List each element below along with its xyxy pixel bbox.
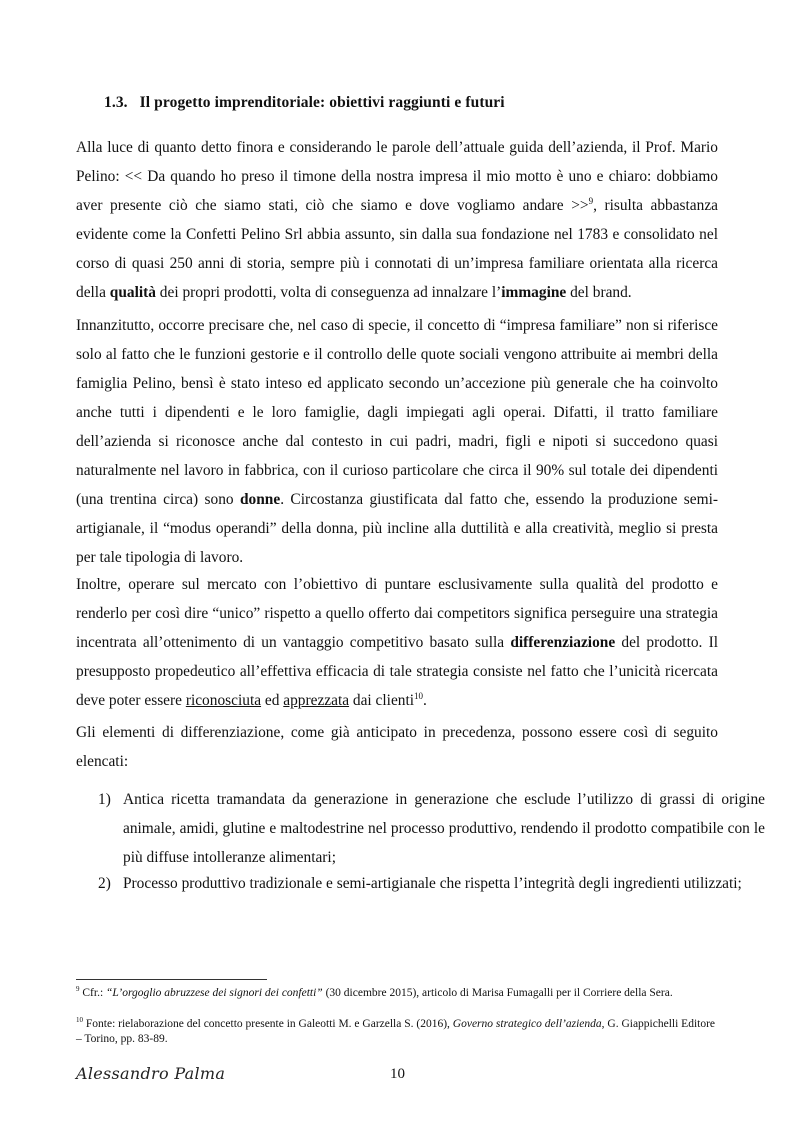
paragraph-3 — [76, 570, 718, 715]
text-run: Inoltre, operare sul mercato con l’obiettivo di puntare esclusivamente sulla qualità del prodotto e renderlo per così dire “unico” rispetto a quello offerto dai competitors significa perseguire una strategia incentrata all’ottenimento di un vantaggio competitivo basato sulla — [76, 576, 718, 651]
bold-text: qualità — [109, 284, 156, 301]
text-run: . — [423, 692, 427, 709]
paragraph-4 — [76, 718, 718, 776]
text-run: (30 dicembre 2015), articolo di Marisa Fumagalli per il Corriere della Sera. — [322, 987, 673, 999]
paragraph-1 — [76, 133, 718, 307]
text-run: dei propri prodotti, volta di conseguenza ad innalzare l’ — [155, 284, 502, 301]
list-number: 1) — [98, 791, 111, 808]
list-number: 2) — [98, 875, 111, 892]
text-run: , G. Giappichelli Editore – Torino, pp. 83-89. — [76, 1018, 716, 1045]
italic-text: Governo strategico dell’azienda — [452, 1018, 602, 1030]
section-number: 1.3. — [104, 94, 128, 111]
bold-text: immagine — [501, 284, 567, 301]
text-run: Innanzitutto, occorre precisare che, nel caso di specie, il concetto di “impresa familiare” non si riferisce solo al fatto che le funzioni gestorie e il controllo delle quote sociali vengono attribuite ai membri della famiglia Pelino, bensì è stato inteso ed applicato secondo un’accezione più generale che ha coinvolto anche tutti i dipendenti e le loro famiglie, dagli impiegati agli operai. Difatti, il tratto familiare dell’azienda si riconosce anche dal contesto in cui padri, madri, figli e nipoti si succedono quasi naturalmente nel lavoro in fabbrica, con il curioso particolare che circa il 90% sul totale dei dipendenti (una trentina circa) sono — [76, 317, 718, 508]
footnote-number: 10 — [76, 1016, 83, 1025]
underlined-text: apprezzata — [283, 692, 350, 709]
text-run: Fonte: rielaborazione del concetto presente in Galeotti M. e Garzella S. (2016), — [83, 1018, 453, 1030]
list-item — [76, 869, 765, 898]
text-run: . Circostanza giustificata dal fatto che, essendo la produzione semi-artigianale, il “modus operandi” della donna, più incline alla duttilità e alla creatività, meglio si presta per tale tipologia di lavoro. — [76, 491, 718, 566]
footnote-separator — [76, 979, 267, 980]
bold-text: donne — [239, 491, 281, 508]
list-item — [76, 785, 765, 872]
italic-text: “L’orgoglio abruzzese dei signori dei confetti” — [106, 987, 323, 999]
author-signature: Alessandro Palma — [76, 1064, 226, 1083]
underlined-text: riconosciuta — [185, 692, 262, 709]
section-title: Il progetto imprenditoriale: obiettivi raggiunti e futuri — [139, 94, 505, 111]
text-run: , risulta abbastanza evidente come la Confetti Pelino Srl abbia assunto, sin dalla sua fondazione nel 1783 e consolidato nel corso di quasi 250 anni di storia, sempre più i connotati di un’impresa familiare orientata alla ricerca della — [76, 197, 718, 301]
footnote-10 — [76, 1017, 718, 1047]
page-number: 10 — [390, 1066, 405, 1082]
paragraph-text: Gli elementi di differenziazione, come già anticipato in precedenza, possono essere così di seguito elencati: — [76, 724, 718, 770]
paragraph-2 — [76, 311, 718, 572]
list-item-text: Antica ricetta tramandata da generazione in generazione che esclude l’utilizzo di grassi di origine animale, amidi, glutine e maltodestrine nel processo produttivo, rendendo il prodotto compatibile con le più diffuse intolleranze alimentari; — [123, 791, 765, 866]
footnote-9 — [76, 986, 718, 1001]
list-item-text: Processo produttivo tradizionale e semi-artigianale che rispetta l’integrità degli ingredienti utilizzati; — [123, 875, 742, 892]
footnote-ref-9[interactable]: 9 — [588, 195, 594, 206]
section-heading — [104, 94, 505, 112]
text-run: ed — [261, 692, 284, 709]
bold-text: differenziazione — [510, 634, 616, 651]
text-run: dai clienti — [349, 692, 415, 709]
footnote-number: 9 — [76, 985, 80, 994]
text-run: Alla luce di quanto detto finora e considerando le parole dell’attuale guida dell’azienda, il Prof. Mario Pelino: << Da quando ho preso il timone della nostra impresa il mio motto è uno e chiaro: dobbiamo aver presente ciò che siamo stati, ciò che siamo e dove vogliamo andare >> — [76, 139, 718, 214]
footnote-ref-10[interactable]: 10 — [414, 690, 424, 701]
text-run: del prodotto. Il presupposto propedeutico all’effettiva efficacia di tale strategia consiste nel fatto che l’unicità ricercata deve poter essere — [76, 634, 718, 709]
text-run: Cfr.: — [79, 987, 107, 999]
text-run: del brand. — [566, 284, 632, 301]
